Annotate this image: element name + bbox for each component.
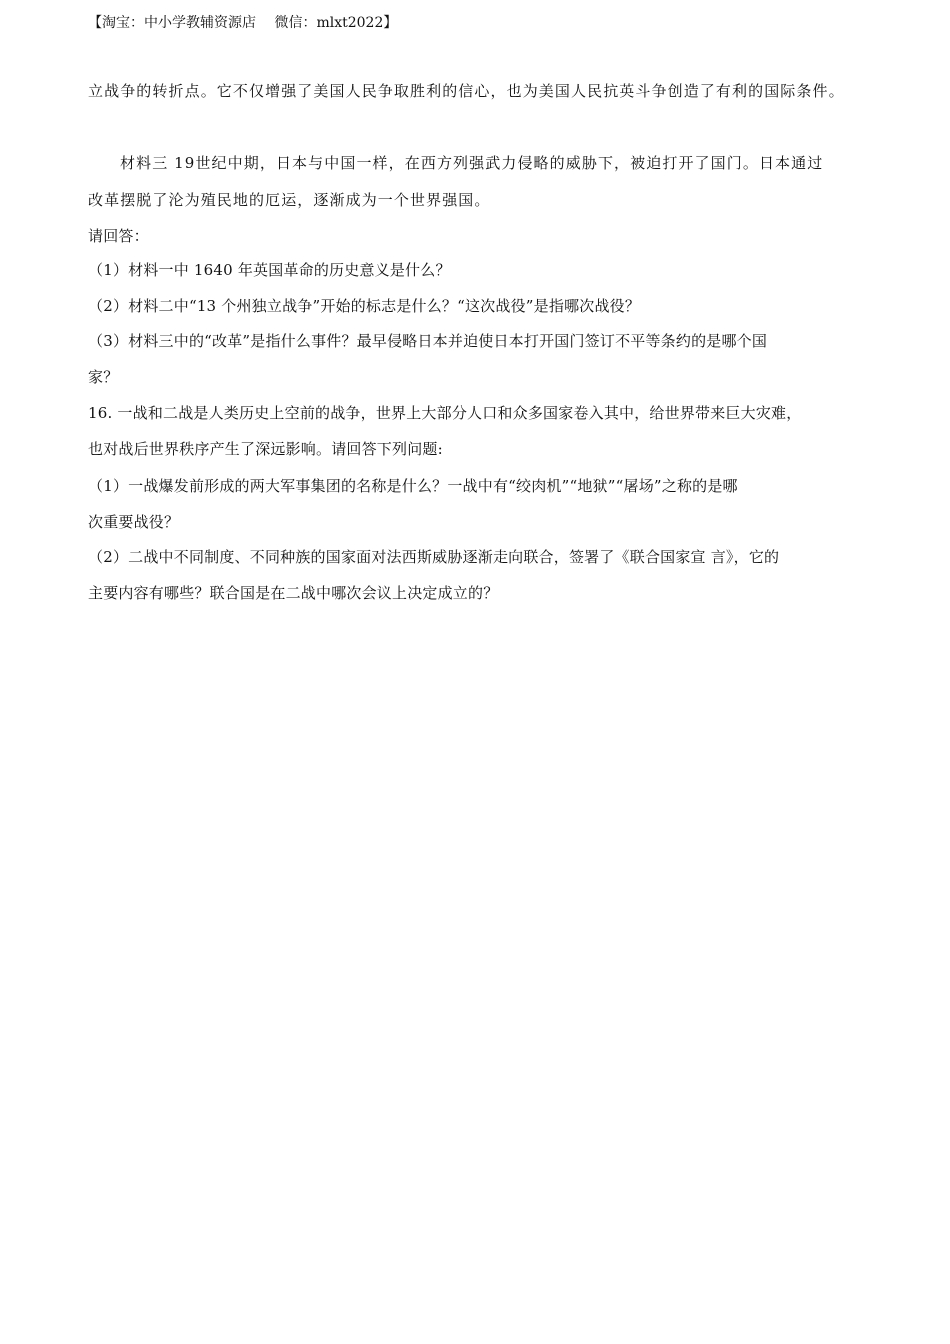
please-answer-label: 请回答： <box>88 227 149 245</box>
question-16-1-line-2: 次重要战役？ <box>88 513 180 531</box>
question-15-3-line-1: （3）材料三中的“改革”是指什么事件？最早侵略日本并迫使日本打开国门签订不平等条约的是哪个国 <box>88 332 768 350</box>
page-header-watermark: 【淘宝：中小学教辅资源店 微信：mlxt2022】 <box>88 15 398 31</box>
question-16-2-line-2: 主要内容有哪些？联合国是在二战中哪次会议上决定成立的？ <box>88 584 499 602</box>
question-15-3-line-2: 家？ <box>88 368 119 386</box>
question-15-2: （2）材料二中“13 个州独立战争”开始的标志是什么？“这次战役”是指哪次战役？ <box>88 297 641 315</box>
question-16-1-line-1: （1）一战爆发前形成的两大军事集团的名称是什么？一战中有“绞肉机”“地狱”“屠场”之称的是哪 <box>88 477 738 495</box>
question-16-2-line-1: （2）二战中不同制度、不同种族的国家面对法西斯威胁逐渐走向联合，签署了《联合国家宣 言》，它的 <box>88 548 780 566</box>
question-16-stem-line-1: 16. 一战和二战是人类历史上空前的战争，世界上大部分人口和众多国家卷入其中，给世界带来巨大灾难， <box>88 404 802 422</box>
question-15-1: （1）材料一中 1640 年英国革命的历史意义是什么？ <box>88 261 451 279</box>
material-two-continuation: 立战争的转折点。它不仅增强了美国人民争取胜利的信心，也为美国人民抗英斗争创造了有利的国际条件。 <box>88 82 845 100</box>
material-three-line-2: 改革摆脱了沦为殖民地的厄运，逐渐成为一个世界强国。 <box>88 191 491 209</box>
question-16-stem-line-2: 也对战后世界秩序产生了深远影响。请回答下列问题: <box>88 440 443 458</box>
material-three-line-1: 材料三 19世纪中期，日本与中国一样，在西方列强武力侵略的威胁下，被迫打开了国门。日本通过 <box>120 154 824 172</box>
